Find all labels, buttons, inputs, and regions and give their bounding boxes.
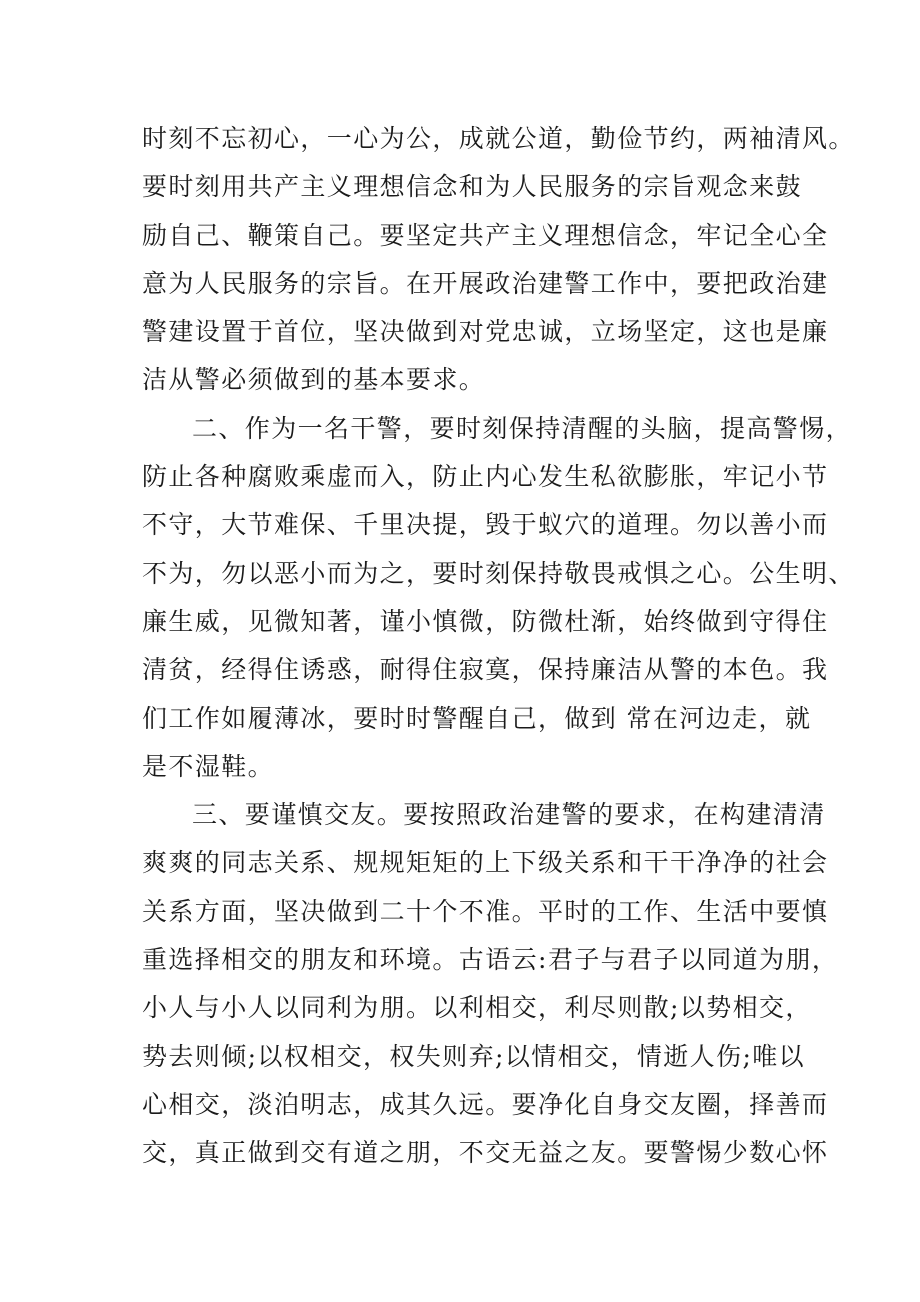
text-line: 三、要谨慎交友。要按照政治建警的要求，在构建清清 [192, 800, 826, 830]
paragraph-2 [142, 405, 855, 791]
text-line: 心相交，淡泊明志，成其久远。要净化自身交友圈，择善而 [142, 1089, 829, 1119]
text-line: 们工作如履薄冰，要时时警醒自己，做到 常在河边走，就 [142, 703, 812, 733]
text-line: 廉生威，见微知著，谨小慎微，防微杜渐，始终做到守得住 [142, 606, 829, 636]
text-line: 二、作为一名干警，要时刻保持清醒的头脑，提高警惕， [192, 413, 853, 443]
text-line: 警建设置于首位，坚决做到对党忠诚，立场坚定，这也是廉 [142, 317, 829, 347]
paragraph-1 [142, 115, 855, 405]
text-line: 爽爽的同志关系、规规矩矩的上下级关系和干干净净的社会 [142, 848, 829, 878]
body-text [142, 115, 855, 1178]
text-line: 势去则倾;以权相交，权失则弃;以情相交，情逝人伤;唯以 [142, 1041, 806, 1071]
text-line: 意为人民服务的宗旨。在开展政治建警工作中，要把政治建 [142, 268, 829, 298]
text-line: 不守，大节难保、千里决提，毁于蚁穴的道理。勿以善小而 [142, 510, 829, 540]
paragraph-3 [142, 791, 839, 1177]
text-line: 时刻不忘初心，一心为公，成就公道，勤俭节约，两袖清风。 [142, 124, 855, 153]
text-line: 要时刻用共产主义理想信念和为人民服务的宗旨观念来鼓 [142, 172, 803, 202]
text-line: 是不湿鞋。 [142, 751, 275, 781]
text-line: 清贫，经得住诱惑，耐得住寂寞，保持廉洁从警的本色。我 [142, 655, 829, 685]
text-line: 关系方面，坚决做到二十个不准。平时的工作、生活中要慎 [142, 896, 829, 926]
text-line: 不为，勿以恶小而为之，要时刻保持敬畏戒惧之心。公生明、 [142, 558, 855, 588]
text-line: 励自己、鞭策自己。要坚定共产主义理想信念，牢记全心全 [142, 220, 829, 250]
text-line: 洁从警必须做到的基本要求。 [142, 365, 486, 395]
text-line: 重选择相交的朋友和环境。古语云:君子与君子以同道为朋， [142, 945, 839, 975]
text-line: 防止各种腐败乘虚而入，防止内心发生私欲膨胀，牢记小节 [142, 462, 829, 492]
text-line: 小人与小人以同利为朋。以利相交，利尽则散;以势相交， [142, 993, 812, 1023]
text-line: 交，真正做到交有道之朋，不交无益之友。要警惕少数心怀 [142, 1138, 829, 1168]
